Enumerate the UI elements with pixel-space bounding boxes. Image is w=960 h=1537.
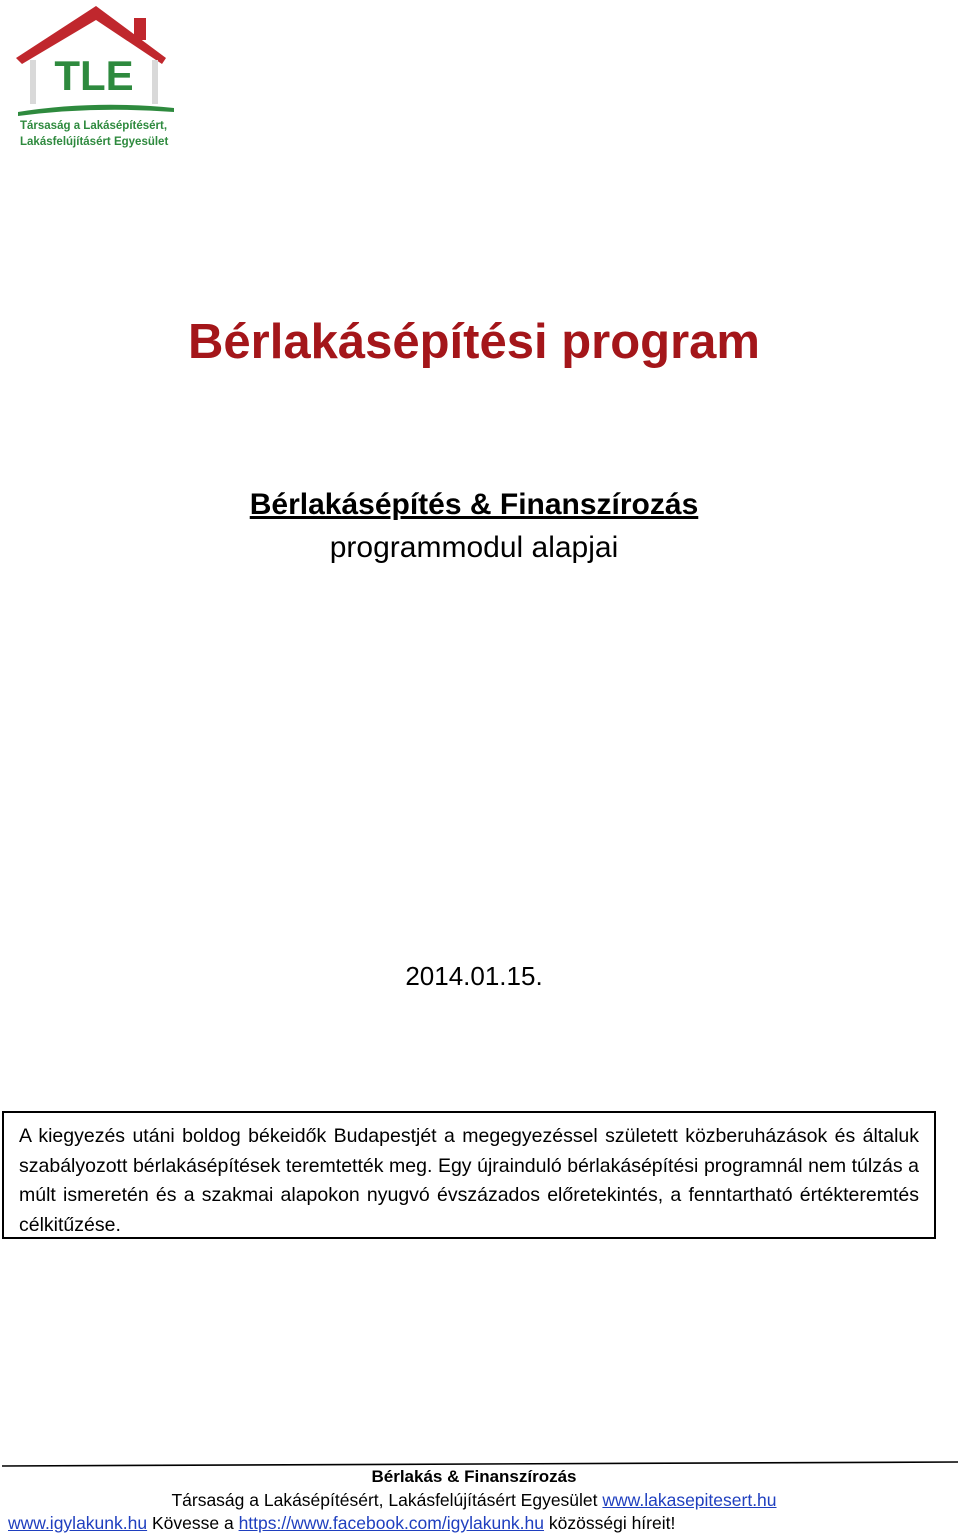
footer-links-line <box>8 1512 958 1534</box>
footer-title: Bérlakás & Finanszírozás <box>371 1467 577 1486</box>
link-igylakunk[interactable]: www.igylakunk.hu <box>8 1513 148 1533</box>
left-wall <box>30 60 36 104</box>
logo-caption-line2: Lakásfelújításért Egyesület <box>20 136 169 148</box>
footer-follow-pre: Kövesse a <box>151 1513 234 1533</box>
right-wall <box>152 60 158 104</box>
base-swoosh <box>18 105 174 116</box>
chimney-shape <box>134 18 146 40</box>
subtitle-main: Bérlakásépítés & Finanszírozás <box>249 488 699 521</box>
tle-logo <box>14 4 180 150</box>
house-logo-icon <box>14 4 180 122</box>
link-facebook[interactable]: https://www.facebook.com/igylakunk.hu <box>238 1513 545 1533</box>
intro-text: A kiegyezés utáni boldog békeidők Budapestjét a megegyezéssel született közberuházások és általuk szabályozott bérlakásépítések teremtették meg. Egy újrainduló bérlakásépítési programnál nem túlzás a múlt ismeretén és a szakmai alapokon nyugvó évszázados előretekintés, a fenntartható értékteremtés célkitűzése. <box>19 1125 919 1236</box>
page-title: Bérlakásépítési program <box>188 315 760 369</box>
footer-org-line <box>0 1489 948 1511</box>
subtitle-secondary: programmodul alapjai <box>329 531 619 564</box>
logo-caption-line1: Társaság a Lakásépítésért, <box>20 120 168 132</box>
document-date: 2014.01.15. <box>405 961 543 991</box>
footer-org: Társaság a Lakásépítésért, Lakásfelújításért Egyesület <box>171 1490 598 1510</box>
logo-letters: TLE <box>54 52 134 99</box>
intro-box <box>2 1111 936 1239</box>
link-lakasepitesert[interactable]: www.lakasepitesert.hu <box>602 1490 777 1510</box>
logo-caption <box>20 118 190 150</box>
footer-follow-post: közösségi híreit! <box>548 1513 676 1533</box>
